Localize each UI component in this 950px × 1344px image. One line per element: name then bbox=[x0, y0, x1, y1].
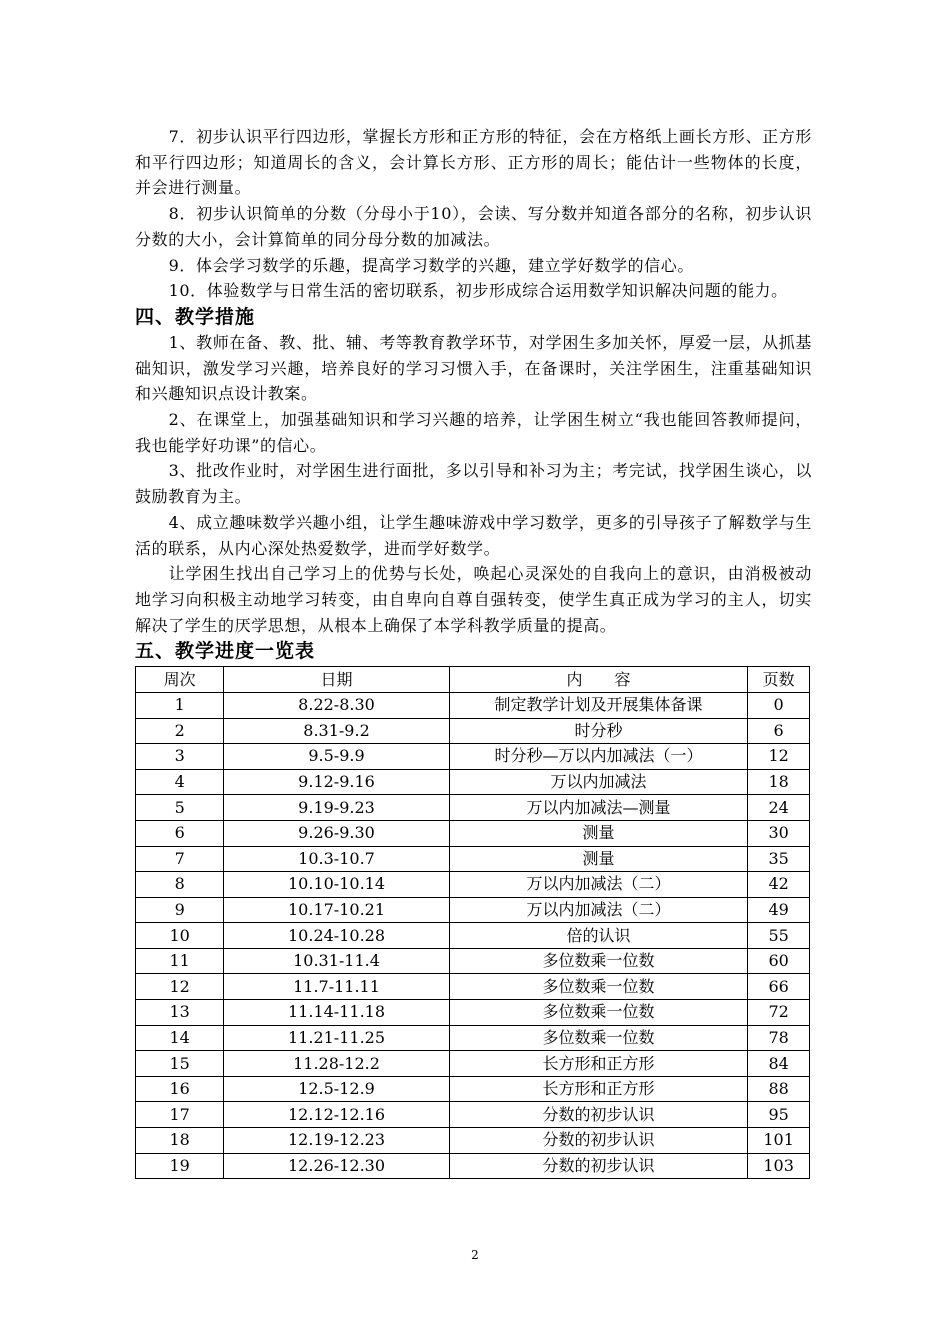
cell-content: 长方形和正方形 bbox=[449, 1051, 748, 1077]
cell-date: 9.12-9.16 bbox=[224, 769, 449, 795]
measure-1: 1、教师在备、教、批、辅、考等教育教学环节，对学困生多加关怀，厚爱一层，从抓基础知识，激发学习兴趣，培养良好的学习习惯入手，在备课时，关注学困生，注重基础知识和兴趣知识点设计教案。 bbox=[135, 332, 812, 404]
cell-week: 10 bbox=[136, 923, 224, 949]
cell-pages: 18 bbox=[748, 769, 810, 795]
cell-week: 5 bbox=[136, 795, 224, 821]
cell-pages: 6 bbox=[748, 718, 810, 744]
objective-8: 8．初步认识简单的分数（分母小于10），会读、写分数并知道各部分的名称，初步认识分数的大小，会计算简单的同分母分数的加减法。 bbox=[135, 204, 812, 249]
cell-pages: 49 bbox=[748, 897, 810, 923]
cell-pages: 66 bbox=[748, 974, 810, 1000]
cell-week: 8 bbox=[136, 872, 224, 898]
cell-week: 17 bbox=[136, 1102, 224, 1128]
cell-week: 13 bbox=[136, 1000, 224, 1026]
cell-pages: 78 bbox=[748, 1025, 810, 1051]
column-header-week: 周次 bbox=[136, 667, 224, 693]
cell-content: 制定教学计划及开展集体备课 bbox=[449, 692, 748, 718]
cell-pages: 84 bbox=[748, 1051, 810, 1077]
table-row bbox=[136, 820, 810, 846]
cell-week: 11 bbox=[136, 948, 224, 974]
cell-date: 11.21-11.25 bbox=[224, 1025, 449, 1051]
objective-7: 7．初步认识平行四边形，掌握长方形和正方形的特征，会在方格纸上画长方形、正方形和平行四边形；知道周长的含义，会计算长方形、正方形的周长；能估计一些物体的长度，并会进行测量。 bbox=[135, 127, 812, 198]
table-row bbox=[136, 1076, 810, 1102]
cell-week: 7 bbox=[136, 846, 224, 872]
cell-date: 12.19-12.23 bbox=[224, 1128, 449, 1154]
cell-pages: 95 bbox=[748, 1102, 810, 1128]
cell-content: 时分秒—万以内加减法（一） bbox=[449, 744, 748, 770]
section-5-heading: 五、教学进度一览表 bbox=[135, 640, 316, 663]
schedule-table-body bbox=[136, 692, 810, 1178]
cell-date: 8.31-9.2 bbox=[224, 718, 449, 744]
document-body bbox=[135, 124, 812, 1179]
measure-4: 4、成立趣味数学兴趣小组，让学生趣味游戏中学习数学，更多的引导孩子了解数学与生活的联系，从内心深处热爱数学，进而学好数学。 bbox=[135, 512, 812, 558]
table-row bbox=[136, 769, 810, 795]
cell-week: 12 bbox=[136, 974, 224, 1000]
cell-date: 9.26-9.30 bbox=[224, 820, 449, 846]
cell-date: 8.22-8.30 bbox=[224, 692, 449, 718]
cell-week: 3 bbox=[136, 744, 224, 770]
table-row bbox=[136, 1128, 810, 1154]
table-row bbox=[136, 974, 810, 1000]
column-header-date: 日期 bbox=[224, 667, 449, 693]
measure-2: 2、在课堂上，加强基础知识和学习兴趣的培养，让学困生树立“我也能回答教师提问，我也能学好功课”的信心。 bbox=[135, 410, 812, 455]
cell-pages: 55 bbox=[748, 923, 810, 949]
cell-week: 14 bbox=[136, 1025, 224, 1051]
table-row bbox=[136, 692, 810, 718]
section-4-heading: 四、教学措施 bbox=[135, 305, 256, 328]
cell-content: 分数的初步认识 bbox=[449, 1128, 748, 1154]
table-row bbox=[136, 1102, 810, 1128]
cell-date: 10.31-11.4 bbox=[224, 948, 449, 974]
table-row bbox=[136, 923, 810, 949]
cell-date: 12.26-12.30 bbox=[224, 1153, 449, 1179]
cell-content: 分数的初步认识 bbox=[449, 1153, 748, 1179]
cell-content: 万以内加减法（二） bbox=[449, 897, 748, 923]
cell-pages: 103 bbox=[748, 1153, 810, 1179]
cell-week: 16 bbox=[136, 1076, 224, 1102]
cell-content: 多位数乘一位数 bbox=[449, 1025, 748, 1051]
cell-week: 4 bbox=[136, 769, 224, 795]
cell-date: 11.7-11.11 bbox=[224, 974, 449, 1000]
table-row bbox=[136, 795, 810, 821]
cell-content: 时分秒 bbox=[449, 718, 748, 744]
table-row bbox=[136, 1051, 810, 1077]
cell-pages: 72 bbox=[748, 1000, 810, 1026]
cell-content: 多位数乘一位数 bbox=[449, 1000, 748, 1026]
table-row bbox=[136, 1025, 810, 1051]
cell-pages: 101 bbox=[748, 1128, 810, 1154]
objective-10: 10．体验数学与日常生活的密切联系，初步形成综合运用数学知识解决问题的能力。 bbox=[168, 281, 788, 301]
cell-content: 万以内加减法（二） bbox=[449, 872, 748, 898]
cell-date: 11.14-11.18 bbox=[224, 1000, 449, 1026]
column-header-pages: 页数 bbox=[748, 667, 810, 693]
cell-week: 19 bbox=[136, 1153, 224, 1179]
cell-week: 2 bbox=[136, 718, 224, 744]
table-header-row bbox=[136, 667, 810, 693]
cell-date: 12.12-12.16 bbox=[224, 1102, 449, 1128]
cell-content: 万以内加减法—测量 bbox=[449, 795, 748, 821]
cell-pages: 60 bbox=[748, 948, 810, 974]
table-row bbox=[136, 718, 810, 744]
table-row bbox=[136, 1153, 810, 1179]
cell-content: 万以内加减法 bbox=[449, 769, 748, 795]
cell-pages: 12 bbox=[748, 744, 810, 770]
table-row bbox=[136, 872, 810, 898]
cell-date: 9.19-9.23 bbox=[224, 795, 449, 821]
cell-week: 18 bbox=[136, 1128, 224, 1154]
cell-week: 6 bbox=[136, 820, 224, 846]
cell-week: 1 bbox=[136, 692, 224, 718]
schedule-table bbox=[135, 666, 810, 1179]
cell-content: 测量 bbox=[449, 846, 748, 872]
cell-content: 测量 bbox=[449, 820, 748, 846]
objective-9: 9．体会学习数学的乐趣，提高学习数学的兴趣，建立学好数学的信心。 bbox=[168, 255, 694, 275]
cell-date: 10.17-10.21 bbox=[224, 897, 449, 923]
cell-pages: 42 bbox=[748, 872, 810, 898]
cell-date: 10.10-10.14 bbox=[224, 872, 449, 898]
measure-3: 3、批改作业时，对学困生进行面批，多以引导和补习为主；考完试，找学困生谈心，以鼓励教育为主。 bbox=[135, 461, 812, 507]
cell-date: 10.24-10.28 bbox=[224, 923, 449, 949]
page-number: 2 bbox=[471, 1248, 479, 1262]
cell-content: 长方形和正方形 bbox=[449, 1076, 748, 1102]
table-row bbox=[136, 846, 810, 872]
cell-week: 15 bbox=[136, 1051, 224, 1077]
cell-pages: 24 bbox=[748, 795, 810, 821]
cell-content: 多位数乘一位数 bbox=[449, 974, 748, 1000]
table-row bbox=[136, 897, 810, 923]
cell-date: 9.5-9.9 bbox=[224, 744, 449, 770]
measure-summary: 让学困生找出自己学习上的优势与长处，唤起心灵深处的自我向上的意识，由消极被动地学习向积极主动地学习转变，由自卑向自尊自强转变，使学生真正成为学习的主人，切实解决了学生的厌学思想，从根本上确保了本学科教学质量的提高。 bbox=[135, 564, 812, 635]
cell-pages: 88 bbox=[748, 1076, 810, 1102]
cell-pages: 0 bbox=[748, 692, 810, 718]
table-row bbox=[136, 744, 810, 770]
table-row bbox=[136, 1000, 810, 1026]
cell-content: 倍的认识 bbox=[449, 923, 748, 949]
cell-pages: 30 bbox=[748, 820, 810, 846]
cell-content: 分数的初步认识 bbox=[449, 1102, 748, 1128]
cell-pages: 35 bbox=[748, 846, 810, 872]
cell-date: 12.5-12.9 bbox=[224, 1076, 449, 1102]
table-row bbox=[136, 948, 810, 974]
cell-content: 多位数乘一位数 bbox=[449, 948, 748, 974]
cell-date: 10.3-10.7 bbox=[224, 846, 449, 872]
cell-date: 11.28-12.2 bbox=[224, 1051, 449, 1077]
cell-week: 9 bbox=[136, 897, 224, 923]
column-header-content: 内 容 bbox=[449, 667, 748, 693]
